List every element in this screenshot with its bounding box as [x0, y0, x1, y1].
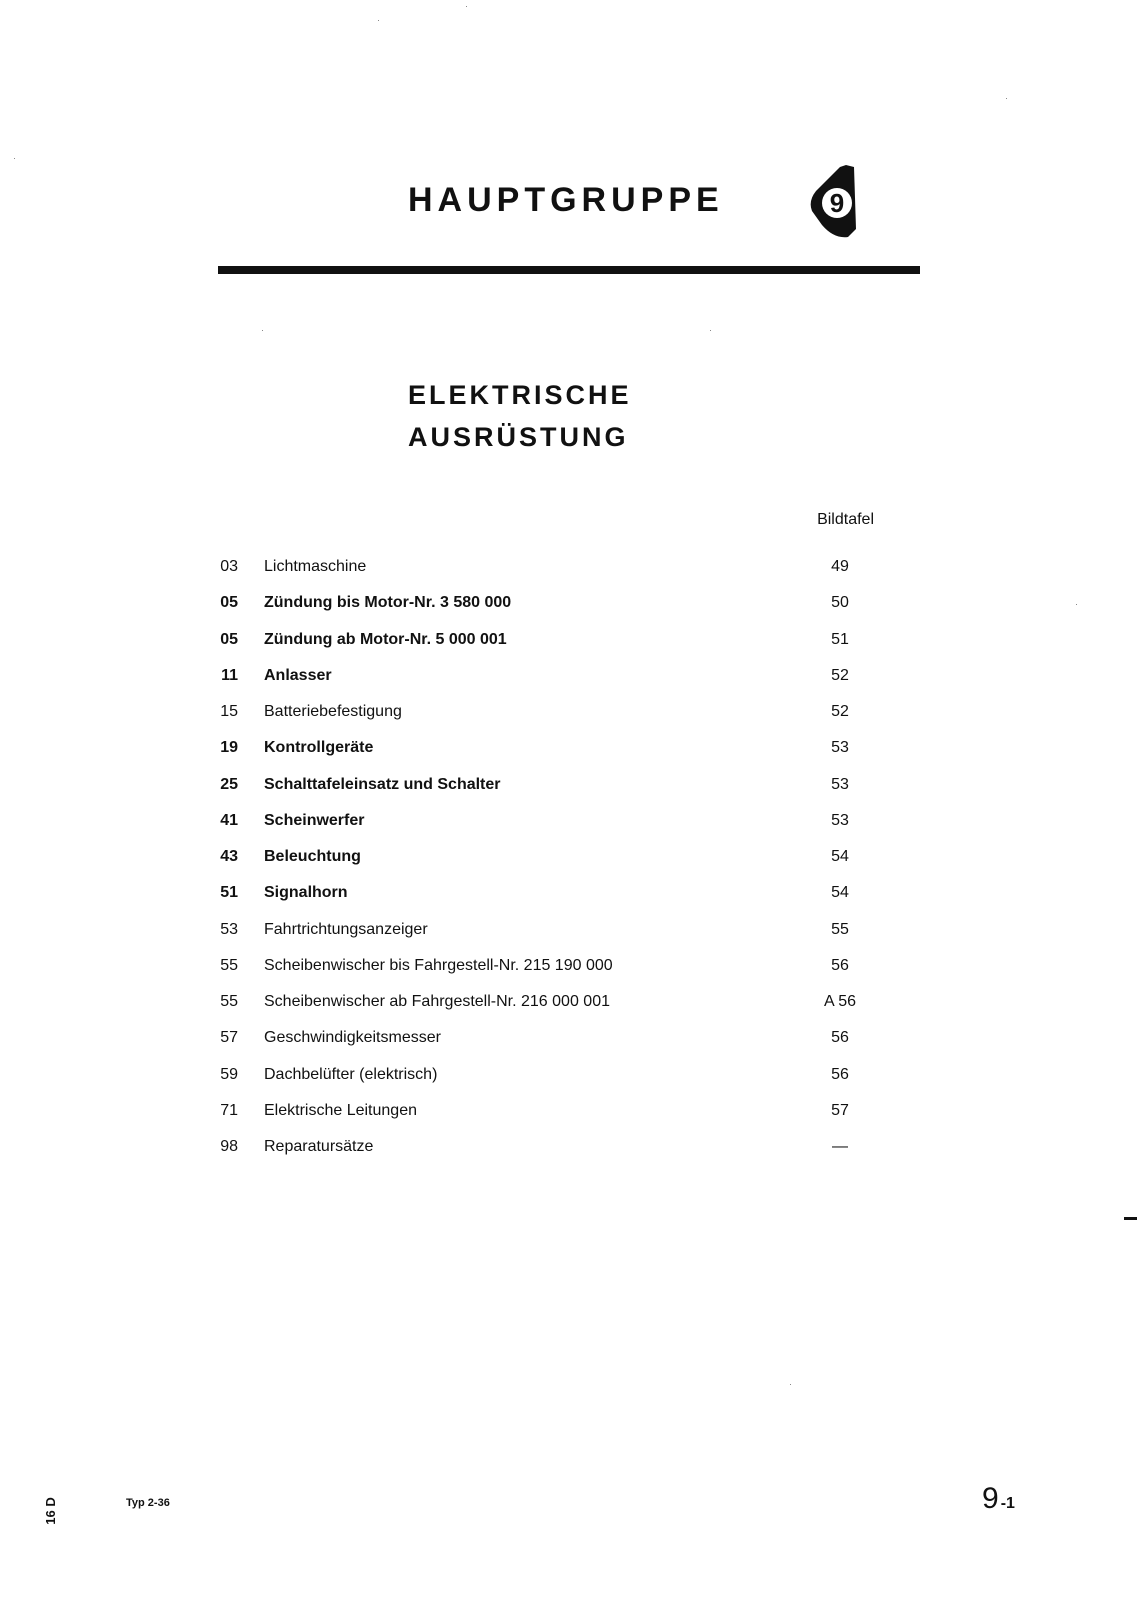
group-number: 9	[829, 188, 845, 218]
scan-speck	[790, 1384, 791, 1385]
toc-row	[0, 808, 1137, 844]
toc-title: Lichtmaschine	[264, 558, 367, 575]
group-9-badge-icon	[810, 163, 870, 239]
scan-speck	[710, 330, 711, 331]
scan-speck	[378, 20, 379, 21]
toc-title: Zündung bis Motor-Nr. 3 580 000	[264, 594, 512, 612]
toc-row	[0, 953, 1137, 989]
toc-row	[0, 590, 1137, 626]
scan-speck	[262, 330, 263, 331]
toc-plate: 51	[831, 630, 849, 648]
toc-title: Zündung ab Motor-Nr. 5 000 001	[264, 630, 507, 648]
toc-plate: 57	[831, 1101, 849, 1119]
section-title	[408, 374, 632, 458]
toc-title: Dachbelüfter (elektrisch)	[264, 1065, 438, 1083]
toc-title: Scheinwerfer	[264, 811, 365, 829]
toc-row	[0, 1134, 1137, 1170]
toc-plate: 56	[831, 956, 849, 974]
scan-speck	[1076, 604, 1077, 605]
section-title-line1: ELEKTRISCHE	[408, 380, 632, 410]
toc-code: 19	[220, 739, 238, 757]
toc-title: Anlasser	[264, 666, 332, 684]
toc-code: 53	[220, 920, 238, 938]
page-number-main: 9	[982, 1482, 999, 1515]
toc-plate: 55	[831, 920, 849, 938]
edge-mark	[1124, 1217, 1137, 1220]
toc-list	[0, 554, 1137, 1170]
toc-title: Batteriebefestigung	[264, 703, 402, 720]
toc-plate: 54	[831, 884, 849, 902]
toc-row	[0, 663, 1137, 699]
toc-title: Beleuchtung	[264, 848, 361, 865]
toc-row	[0, 554, 1137, 590]
section-title-line2: AUSRÜSTUNG	[408, 422, 629, 452]
scan-speck	[14, 158, 15, 159]
toc-code: 51	[220, 884, 238, 902]
toc-code: 25	[220, 775, 238, 793]
toc-row	[0, 772, 1137, 808]
toc-plate: 52	[831, 703, 849, 720]
toc-title: Elektrische Leitungen	[264, 1101, 417, 1119]
page-number	[982, 1482, 1015, 1521]
page-number-sub: -1	[1000, 1495, 1015, 1512]
toc-row	[0, 1098, 1137, 1134]
main-heading: HAUPTGRUPPE	[408, 181, 724, 219]
toc-title: Fahrtrichtungsanzeiger	[264, 920, 428, 938]
toc-plate: 56	[831, 1065, 849, 1083]
toc-code: 98	[220, 1138, 238, 1155]
toc-title: Geschwindigkeitsmesser	[264, 1029, 441, 1047]
toc-row	[0, 844, 1137, 880]
toc-row	[0, 1062, 1137, 1098]
toc-row	[0, 627, 1137, 663]
column-header-bildtafel: Bildtafel	[817, 511, 874, 528]
toc-row	[0, 699, 1137, 735]
toc-plate: 53	[831, 739, 849, 757]
toc-plate: 56	[831, 1029, 849, 1047]
toc-plate: A 56	[823, 993, 857, 1010]
toc-row	[0, 917, 1137, 953]
toc-code: 05	[220, 630, 238, 648]
toc-code: 43	[220, 848, 238, 865]
toc-title: Scheibenwischer bis Fahrgestell-Nr. 215 190 000	[264, 956, 613, 974]
toc-code: 55	[220, 993, 238, 1010]
toc-title: Signalhorn	[264, 884, 348, 902]
toc-title: Scheibenwischer ab Fahrgestell-Nr. 216 000 001	[264, 993, 610, 1010]
toc-code: 03	[220, 558, 238, 575]
toc-plate: 53	[831, 811, 849, 829]
scan-speck	[466, 6, 467, 7]
toc-code: 59	[220, 1065, 238, 1083]
toc-plate: 54	[831, 848, 849, 865]
toc-title: Reparatursätze	[264, 1138, 374, 1155]
toc-title: Schalttafeleinsatz und Schalter	[264, 775, 501, 793]
toc-plate: 50	[831, 594, 849, 612]
toc-code: 15	[220, 703, 238, 720]
heading-rule	[218, 266, 920, 274]
toc-code: 71	[220, 1101, 238, 1119]
margin-code: 16 D	[43, 1497, 58, 1525]
toc-plate: 52	[831, 666, 849, 684]
toc-code: 11	[221, 666, 238, 684]
toc-code: 41	[220, 811, 238, 829]
toc-plate: 49	[831, 558, 849, 575]
toc-title: Kontrollgeräte	[264, 739, 374, 757]
toc-code: 57	[220, 1029, 238, 1047]
toc-row	[0, 989, 1137, 1025]
toc-code: 05	[220, 594, 238, 612]
model-type: Typ 2-36	[126, 1497, 170, 1509]
toc-code: 55	[220, 956, 238, 974]
toc-plate: —	[832, 1138, 848, 1155]
toc-row	[0, 880, 1137, 916]
toc-row	[0, 735, 1137, 771]
toc-row	[0, 1025, 1137, 1061]
scan-speck	[1006, 98, 1007, 99]
toc-plate: 53	[831, 775, 849, 793]
